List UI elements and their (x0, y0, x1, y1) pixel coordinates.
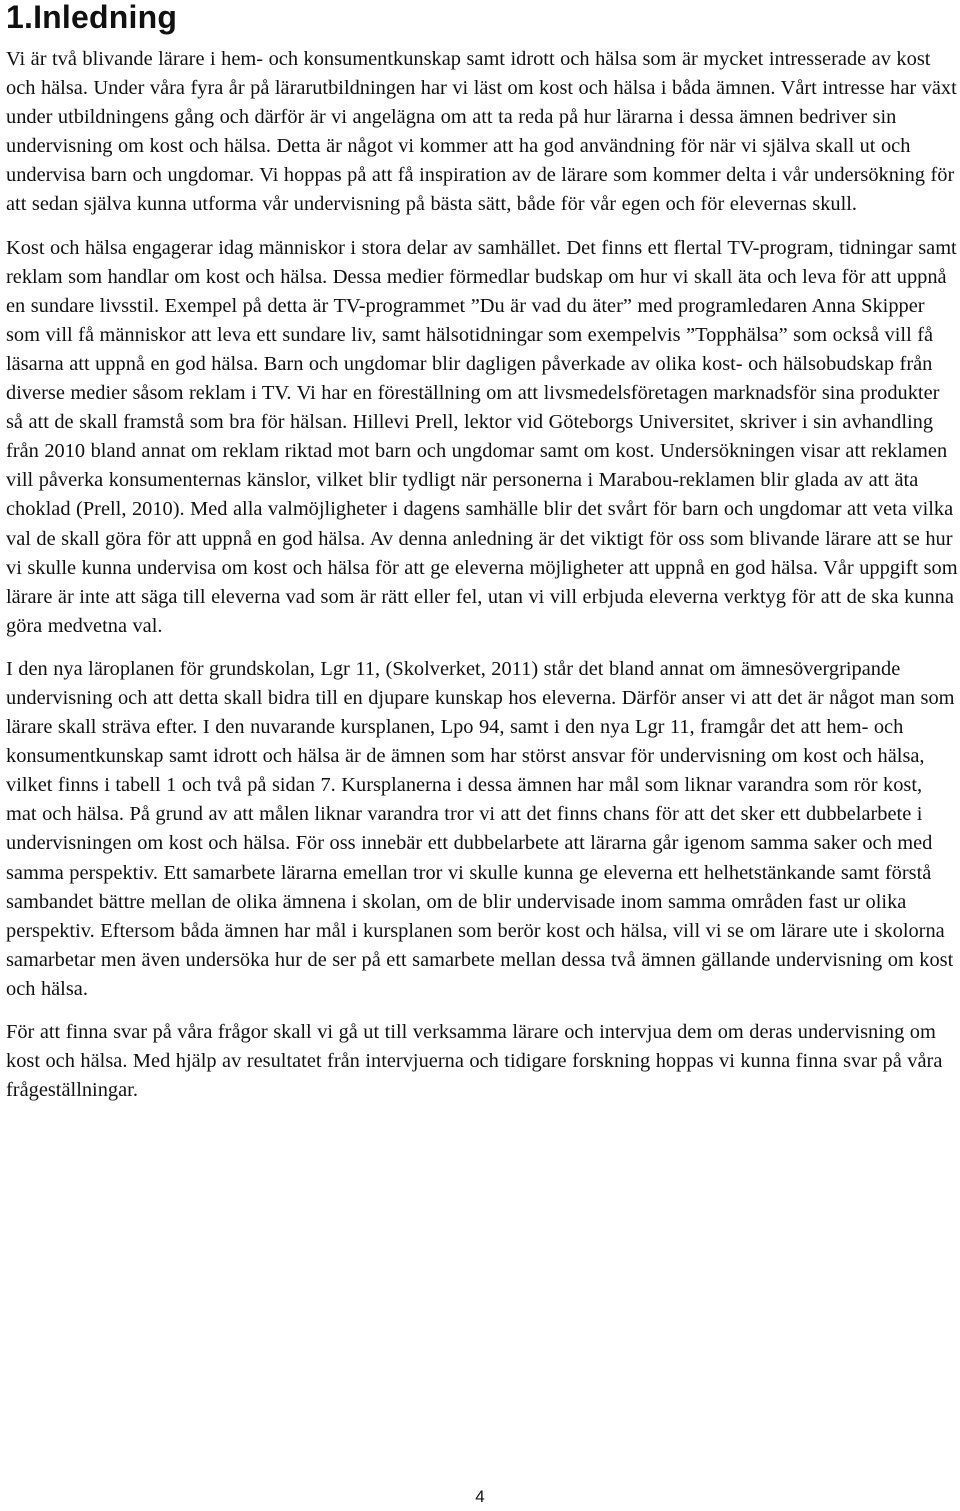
paragraph-2: Kost och hälsa engagerar idag människor i stora delar av samhället. Det finns ett flertal TV-program, tidningar samt reklam som handlar om kost och hälsa. Dessa medier förmedlar budskap om hur vi skall äta och leva för att uppnå en sundare livsstil. Exempel på detta är TV-programmet ”Du är vad du äter” med programledaren Anna Skipper som vill få människor att leva ett sundare liv, samt hälsotidningar som exempelvis ”Topphälsa” som också vill få läsarna att uppnå en god hälsa. Barn och ungdomar blir dagligen påverkade av olika kost- och hälsobudskap från diverse medier såsom reklam i TV. Vi har en föreställning om att livsmedelsföretagen marknadsför sina produkter så att de skall framstå som bra för hälsan. Hillevi Prell, lektor vid Göteborgs Universitet, skriver i sin avhandling från 2010 bland annat om reklam riktad mot barn och ungdomar samt om kost. Undersökningen visar att reklamen vill påverka konsumenternas känslor, vilket blir tydligt när personerna i Marabou-reklamen blir glada av att äta choklad (Prell, 2010). Med alla valmöjligheter i dagens samhälle blir det svårt för barn och ungdomar att veta vilka val de skall göra för att uppnå en god hälsa. Av denna anledning är det viktigt för oss som blivande lärare att se hur vi skulle kunna undervisa om kost och hälsa för att ge eleverna möjligheter att uppnå en god hälsa. Vår uppgift som lärare är inte att säga till eleverna vad som är rätt eller fel, utan vi vill erbjuda eleverna verktyg för att de ska kunna göra medvetna val. (6, 236, 958, 637)
section-heading: 1.Inledning (6, 0, 178, 35)
page-number: 4 (475, 1487, 485, 1506)
paragraph-1: Vi är två blivande lärare i hem- och konsumentkunskap samt idrott och hälsa som är mycket intresserade av kost och hälsa. Under våra fyra år på lärarutbildningen har vi läst om kost och hälsa i båda ämnen. Vårt intresse har växt under utbildningens gång och därför är vi angelägna om att ta reda på hur lärarna i dessa ämnen bedriver sin undervisning om kost och hälsa. Detta är något vi kommer att ha god användning för när vi själva skall ut och undervisa barn och ungdomar. Vi hoppas på att få inspiration av de lärare som kommer delta i vår undersökning för att sedan själva kunna utforma vår undervisning på bästa sätt, både för vår egen och för elevernas skull. (6, 48, 957, 216)
paragraph-4: För att finna svar på våra frågor skall vi gå ut till verksamma lärare och intervjua dem om deras undervisning om kost och hälsa. Med hjälp av resultatet från intervjuerna och tidigare forskning hoppas vi kunna finna svar på våra frågeställningar. (6, 1021, 943, 1102)
document-page (6, 0, 958, 1119)
paragraph-3: I den nya läroplanen för grundskolan, Lgr 11, (Skolverket, 2011) står det bland annat om ämnesövergripande undervisning och att detta skall bidra till en djupare kunskap hos eleverna. Därför anser vi att det är något man som lärare skall sträva efter. I den nuvarande kursplanen, Lpo 94, samt i den nya Lgr 11, framgår det att hem- och konsumentkunskap samt idrott och hälsa är de ämnen som har störst ansvar för undervisning om kost och hälsa, vilket finns i tabell 1 och två på sidan 7. Kursplanerna i dessa ämnen har mål som liknar varandra som rör kost, mat och hälsa. På grund av att målen liknar varandra tror vi att det finns chans för att det sker ett dubbelarbete i undervisningen om kost och hälsa. För oss innebär ett dubbelarbete att lärarna går igenom samma saker och med samma perspektiv. Ett samarbete lärarna emellan tror vi skulle kunna ge eleverna ett helhetstänkande samt förstå sambandet bättre mellan de olika ämnena i skolan, om de blir undervisade inom samma områden fast ur olika perspektiv. Eftersom båda ämnen har mål i kursplanen som berör kost och hälsa, vill vi se om lärare ute i skolorna samarbetar men även undersöka hur de ser på ett samarbete mellan dessa två ämnen gällande undervisning om kost och hälsa. (6, 657, 955, 1000)
